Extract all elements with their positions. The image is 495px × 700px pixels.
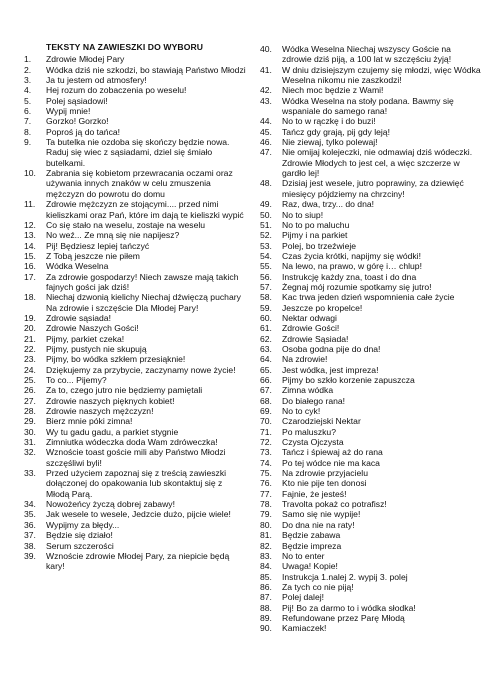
list-item [260,478,482,488]
item-number: 29. [24,416,36,427]
list-item [24,96,246,106]
list-item [24,199,246,220]
list-item [260,251,482,261]
item-text: Samo się nie wypije! [282,509,361,520]
item-number: 84. [260,561,272,572]
item-text: Czysta Ojczysta [282,437,344,448]
item-number: 61. [260,323,272,334]
item-number: 70. [260,416,272,427]
left-column [24,44,246,572]
item-number: 85. [260,571,272,582]
list-item [260,44,482,65]
list-item [260,230,482,240]
item-text: Po tej wódce nie ma kaca [282,457,380,468]
list-item [260,447,482,457]
list-item [24,106,246,116]
list-item [260,313,482,323]
item-text: Nie ziewaj, tylko polewaj! [282,137,378,148]
item-number: 50. [260,209,272,220]
item-number: 75. [260,468,272,479]
list-item [24,75,246,85]
item-number: 22. [24,343,36,354]
list-item [24,509,246,519]
item-text: No to cyk! [282,406,321,417]
list-item [260,272,482,282]
list-item [260,323,482,333]
list-item [24,520,246,530]
item-number: 86. [260,581,272,592]
list-item [260,199,482,209]
list-item [24,313,246,323]
list-item [24,375,246,385]
item-number: 17. [24,271,36,282]
item-text: Wy tu gadu gadu, a parkiet stygnie [46,426,179,437]
item-text: Wypijmy za błędy... [46,519,120,530]
item-text: Osoba godna pije do dna! [282,343,381,354]
item-text: Zdrowie Młodej Pary [46,54,125,65]
item-number: 23. [24,354,36,365]
item-text: Travolta pokaż co potrafisz! [282,499,387,510]
item-text: Niech moc będzie z Wami! [282,85,384,96]
item-number: 26. [24,385,36,396]
item-text: Pijmy i na parkiet [282,230,348,241]
item-number: 88. [260,602,272,613]
list-item [260,365,482,375]
list-item [24,354,246,364]
item-text: Zdrowie sąsiada! [46,312,111,323]
list-item [24,468,246,499]
list-item [24,416,246,426]
item-number: 67. [260,385,272,396]
item-number: 40. [260,44,272,54]
item-number: 3. [24,75,32,86]
item-number: 8. [24,126,32,137]
list-item [24,54,246,64]
item-number: 45. [260,126,272,137]
item-number: 79. [260,509,272,520]
item-number: 38. [24,540,36,551]
right-column [260,44,482,634]
item-number: 11. [24,199,36,210]
list-item [260,385,482,395]
item-text: Tańcz gdy grają, pij gdy leją! [282,126,390,137]
list-item [260,572,482,582]
item-number: 6. [24,106,32,117]
list-item [260,375,482,385]
item-number: 77. [260,488,272,499]
item-number: 24. [24,364,36,375]
item-text: Serum szczerości [46,540,114,551]
right-list [260,44,482,634]
list-item [260,468,482,478]
item-text: Na zdrowie przyjacielu [282,468,368,479]
list-item [260,396,482,406]
item-text: Ja tu jestem od atmosfery! [46,75,147,86]
item-text: To co... Pijemy? [46,375,107,385]
list-item [24,323,246,333]
list-item [24,65,246,75]
list-item [24,344,246,354]
item-text: Kac trwa jeden dzień wspomnienia całe życie [282,292,455,303]
item-text: No to enter [282,550,325,561]
item-text: Pijmy bo szkło korzenie zapuszcza [282,375,415,385]
item-number: 28. [24,406,36,417]
item-text: Poproś ją do tańca! [46,126,121,137]
item-text: Instrukcję każdy zna, toast i do dna [282,271,417,282]
item-number: 21. [24,333,36,344]
item-text: Pijmy, pustych nie skupują [46,343,147,354]
item-text: Uwaga! Kopie! [282,561,338,572]
item-text: Dziękujemy za przybycie, zaczynamy nowe życie! [46,364,236,375]
item-text: Nie omijaj kolejeczki, nie odmawiaj dziś wódeczki. Zdrowie Młodych to jest cel, a więc szczerze w gardło lej! [282,147,473,179]
list-item [260,499,482,509]
list-item [24,261,246,271]
list-item [24,437,246,447]
item-text: Zimna wódka [282,385,334,396]
item-text: Zdrowie naszych mężczyzn! [46,406,154,417]
list-item [260,303,482,313]
list-item [24,220,246,230]
item-number: 12. [24,219,36,230]
item-number: 30. [24,426,36,437]
item-number: 65. [260,364,272,375]
item-number: 48. [260,178,272,189]
item-text: Będzie zabawa [282,530,341,541]
item-text: Wódka Weselna [46,261,109,272]
list-item [260,137,482,147]
list-item [24,447,246,468]
list-item [24,251,246,261]
list-item [260,65,482,86]
item-number: 57. [260,281,272,292]
list-item [260,530,482,540]
item-text: Nektar odwagi [282,312,337,323]
item-text: Czas życia krótki, napijmy się wódki! [282,250,421,261]
item-number: 78. [260,499,272,510]
item-text: Na lewo, na prawo, w górę i… chlup! [282,261,422,272]
list-item [260,261,482,271]
left-list [24,54,246,571]
item-number: 33. [24,468,36,479]
item-number: 60. [260,312,272,323]
list-item [260,406,482,416]
item-text: No to po maluchu [282,219,350,230]
item-number: 81. [260,530,272,541]
list-item [260,613,482,623]
item-number: 55. [260,261,272,272]
item-number: 10. [24,168,36,179]
item-number: 32. [24,447,36,458]
item-text: Do białego rana! [282,395,346,406]
item-text: Jeszcze po kropelce! [282,302,363,313]
list-item [260,551,482,561]
item-text: Hej rozum do zobaczenia po weselu! [46,85,187,96]
item-text: Pijmy, parkiet czeka! [46,333,125,344]
list-item [260,427,482,437]
item-text: Przed użyciem zapoznaj się z treścią zawieszki dołączonej do opakowania lub skontaktuj się z Młodą Parą. [46,468,227,499]
item-number: 90. [260,623,272,634]
list-item [24,292,246,313]
list-item [260,623,482,633]
list-item [260,96,482,117]
item-text: Wznoście toast goście mili aby Państwo Młodzi szczęśliwi byli! [46,447,226,468]
list-item [260,220,482,230]
item-text: Kto nie pije ten donosi [282,478,367,489]
item-text: Zdrowie Gości! [282,323,340,334]
list-item [260,210,482,220]
item-text: Do dna nie na raty! [282,519,355,530]
item-number: 66. [260,375,272,385]
list-item [260,603,482,613]
item-number: 36. [24,519,36,530]
item-number: 54. [260,250,272,261]
item-number: 4. [24,85,32,96]
item-text: Bierz mnie póki zimna! [46,416,133,427]
item-text: Fajnie, że jesteś! [282,488,347,499]
item-text: Tańcz i śpiewaj aż do rana [282,447,383,458]
list-item [260,541,482,551]
item-number: 1. [24,54,32,65]
list-item [260,354,482,364]
item-number: 27. [24,395,36,406]
item-text: Zabrania się kobietom przewracania oczami oraz używania innych znaków w celu zmuszenia mężczyzn do powrotu do domu [46,168,233,199]
item-number: 35. [24,509,36,520]
list-item [24,530,246,540]
list-item [260,509,482,519]
item-text: Wódka Weselna Niechaj wszyscy Goście na zdrowie dziś piją, a 100 lat w szczęściu żyją! [282,44,452,65]
list-item [24,168,246,199]
list-item [24,127,246,137]
item-text: Instrukcja 1.nalej 2. wypij 3. polej [282,571,408,582]
item-text: Za tych co nie piją! [282,581,354,592]
item-text: Za to, czego jutro nie będziemy pamiętali [46,385,203,396]
item-text: Będzie impreza [282,540,342,551]
item-text: Niechaj dzwonią kielichy Niechaj dźwięczą puchary Na zdrowie i szczęście Dla Młodej Pary! [46,292,241,313]
item-text: Pij! Bo za darmo to i wódka słodka! [282,602,416,613]
list-item [260,116,482,126]
list-item [260,282,482,292]
item-text: Na zdrowie! [282,354,328,365]
item-text: No to siup! [282,209,324,220]
list-item [260,592,482,602]
item-number: 49. [260,199,272,210]
list-item [260,416,482,426]
list-item [260,147,482,178]
list-item [24,241,246,251]
item-number: 5. [24,95,32,106]
item-text: Żegnaj mój rozumie spotkamy się jutro! [282,281,432,292]
list-item [260,344,482,354]
item-number: 16. [24,261,36,272]
list-item [260,334,482,344]
item-text: Raz, dwa, trzy... do dna! [282,199,375,210]
item-text: Refundowane przez Parę Młodą [282,612,405,623]
item-text: Zdrowie Sąsiada! [282,333,349,344]
item-text: Zdrowie naszych pięknych kobiet! [46,395,175,406]
list-item [260,292,482,302]
item-text: Ta butelka nie ozdoba się skończy będzie nowa. Raduj się wiec z sąsiadami, dziel się śmiało butelkami. [46,137,230,168]
item-number: 43. [260,95,272,106]
item-text: No weź... Ze mną się nie napijesz? [46,230,180,241]
item-number: 64. [260,354,272,365]
item-text: Zimniutka wódeczka doda Wam zdróweczka! [46,437,218,448]
item-text: No to w rączkę i do buzi! [282,116,376,127]
item-number: 39. [24,550,36,561]
item-number: 13. [24,230,36,241]
item-text: Po maluszku? [282,426,336,437]
item-number: 46. [260,137,272,148]
item-text: Polej, bo trzeźwieje [282,240,357,251]
item-number: 34. [24,499,36,510]
item-text: Jak wesele to wesele, Jedzcie dużo, pijcie wiele! [46,509,231,520]
item-number: 53. [260,240,272,251]
item-number: 15. [24,250,36,261]
item-number: 25. [24,375,36,385]
item-number: 82. [260,540,272,551]
item-number: 18. [24,292,36,303]
item-text: Kamiaczek! [282,623,327,634]
item-number: 87. [260,592,272,603]
item-number: 51. [260,219,272,230]
list-item [24,365,246,375]
item-number: 83. [260,550,272,561]
list-item [24,406,246,416]
item-number: 58. [260,292,272,303]
list-item [260,489,482,499]
item-number: 42. [260,85,272,96]
list-item [24,137,246,168]
item-text: Zdrowie mężczyzn ze stojącymi.... przed nimi kieliszkami oraz Pań, które im dają te kieliszki wypić [46,199,244,220]
list-item [260,241,482,251]
list-item [260,437,482,447]
list-item [24,230,246,240]
list-item [260,561,482,571]
item-number: 73. [260,447,272,458]
item-text: Pijmy, bo wódka szkłem przesiąknie! [46,354,186,365]
item-text: Czarodziejski Nektar [282,416,361,427]
list-item [260,520,482,530]
item-number: 52. [260,230,272,241]
item-number: 14. [24,240,36,251]
list-item [24,551,246,572]
item-text: Co się stało na weselu, zostaje na weselu [46,219,206,230]
item-number: 56. [260,271,272,282]
list-item [260,582,482,592]
item-text: Zdrowie Naszych Gości! [46,323,139,334]
item-number: 31. [24,437,36,448]
item-text: Gorzko! Gorzko! [46,116,109,127]
item-text: Z Tobą jeszcze nie piłem [46,250,140,261]
item-number: 80. [260,519,272,530]
item-number: 63. [260,343,272,354]
list-item [24,334,246,344]
list-item [260,178,482,199]
document-title: TEKSTY NA ZAWIESZKI DO WYBORU [46,42,204,52]
item-text: Będzie się działo! [46,530,113,541]
item-text: Nowożeńcy życzą dobrej zabawy! [46,499,175,510]
item-number: 69. [260,406,272,417]
item-number: 72. [260,437,272,448]
item-text: Wypij mnie! [46,106,91,117]
item-number: 37. [24,530,36,541]
item-number: 44. [260,116,272,127]
item-text: Polej sąsiadowi! [46,95,108,106]
item-number: 71. [260,426,272,437]
item-text: Wódka dziś nie szkodzi, bo stawiają Państwo Młodzi [46,64,246,75]
item-text: Wódka Weselna na stoły podana. Bawmy się wspaniale do samego rana! [282,95,454,117]
item-number: 89. [260,612,272,623]
list-item [24,85,246,95]
item-text: Za zdrowie gospodarzy! Niech zawsze mają takich fajnych gości jak dziś! [46,271,239,292]
item-number: 59. [260,302,272,313]
item-text: Polej dalej! [282,592,325,603]
item-number: 76. [260,478,272,489]
item-text: Pij! Będziesz lepiej tańczyć [46,240,150,251]
item-number: 68. [260,395,272,406]
item-text: W dniu dzisiejszym czujemy się młodzi, więc Wódka Weselna nikomu nie zaszkodzi! [282,64,481,86]
list-item [260,127,482,137]
item-text: Jest wódka, jest impreza! [282,364,379,375]
list-item [24,272,246,293]
item-number: 9. [24,137,32,148]
list-item [24,541,246,551]
item-text: Dzisiaj jest wesele, jutro poprawiny, za dziewięć miesięcy pójdziemy na chrzciny! [282,178,464,199]
item-number: 41. [260,64,272,75]
list-item [24,499,246,509]
item-number: 2. [24,64,32,75]
item-number: 7. [24,116,32,127]
list-item [260,458,482,468]
list-item [24,116,246,126]
item-number: 47. [260,147,272,158]
item-number: 20. [24,323,36,334]
item-number: 62. [260,333,272,344]
item-number: 74. [260,457,272,468]
list-item [260,85,482,95]
list-item [24,385,246,395]
item-text: Wznoście zdrowie Młodej Pary, za niepicie będą kary! [46,550,230,572]
item-number: 19. [24,312,36,323]
list-item [24,427,246,437]
list-item [24,396,246,406]
